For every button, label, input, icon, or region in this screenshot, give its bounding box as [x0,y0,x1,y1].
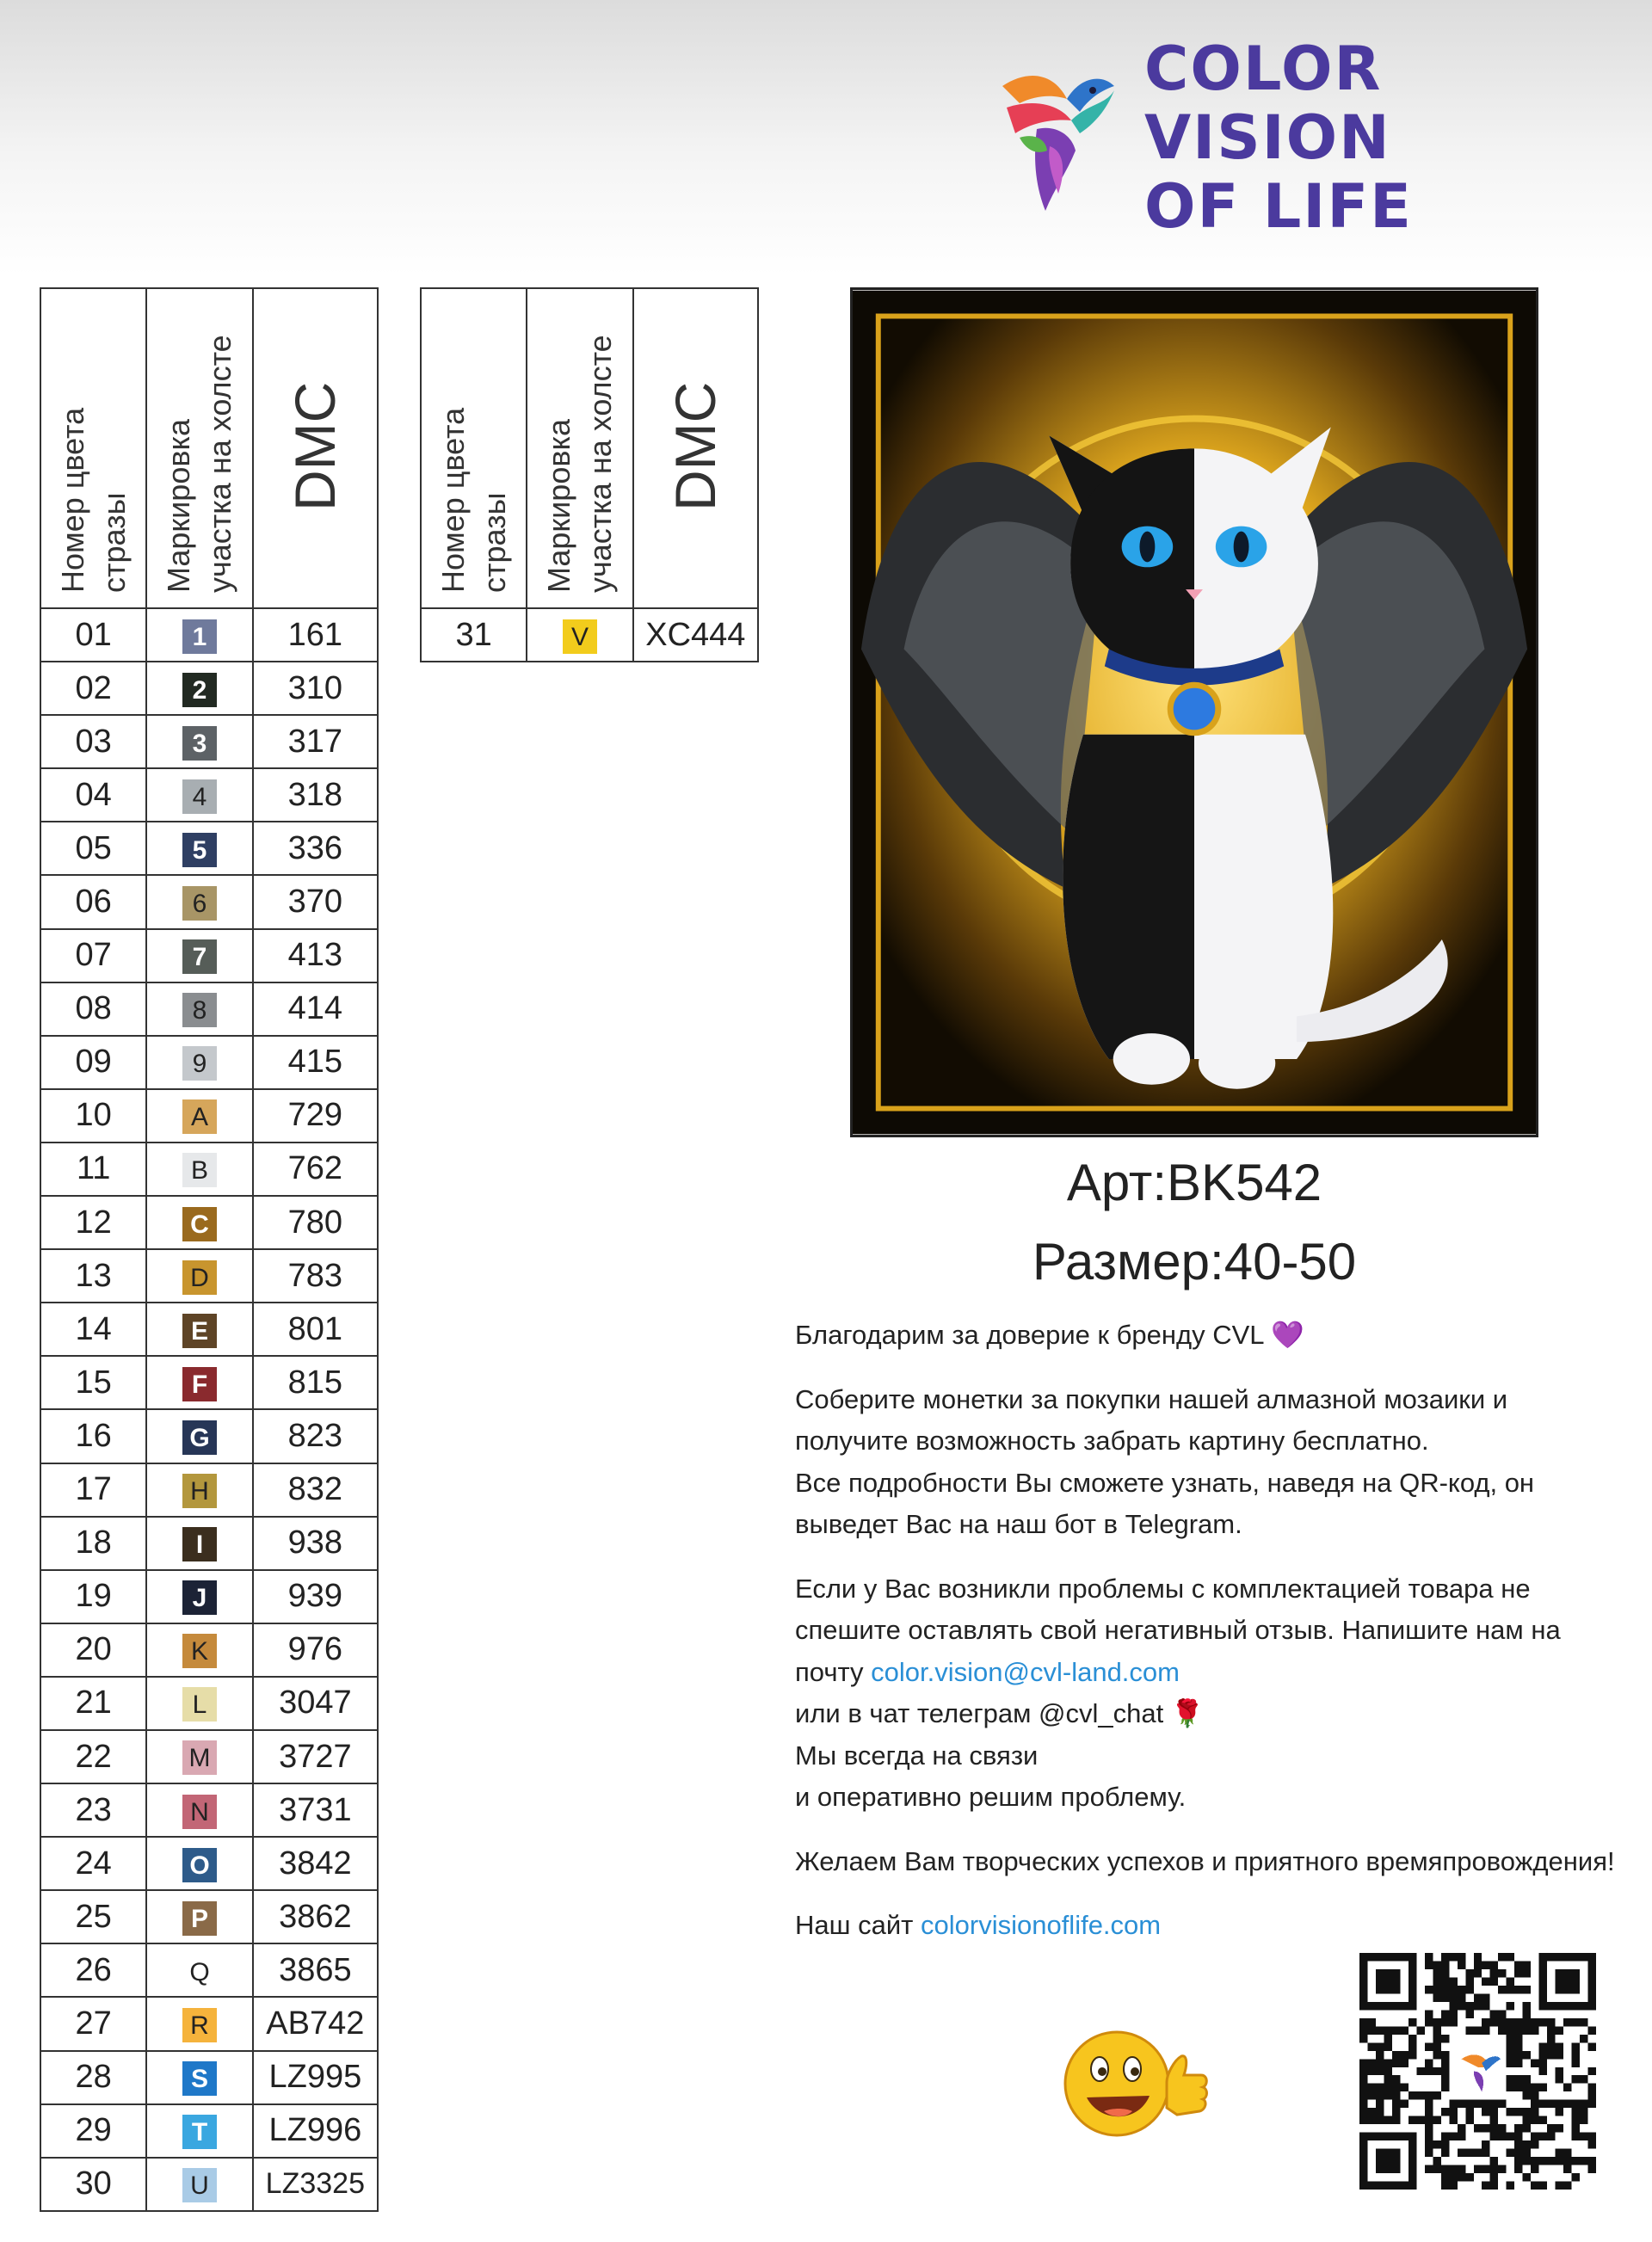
wishes-paragraph [795,1841,1621,1883]
marking-cell [146,929,252,982]
dmc-code-cell: 780 [253,1196,378,1249]
marking-cell [146,1249,252,1303]
color-number-cell: 14 [40,1303,146,1356]
table-row [40,875,378,928]
color-swatch: U [182,2168,217,2202]
table-row [40,1677,378,1730]
color-number-cell: 21 [40,1677,146,1730]
marking-cell [146,1303,252,1356]
hummingbird-logo-icon [985,52,1119,224]
wishes-text: Желаем Вам творческих успехов и приятного времяпровождения! [795,1845,1615,1876]
table-row [40,608,378,662]
article-number: Арт:BK542 [1066,1154,1322,1211]
dmc-code-cell: LZ3325 [253,2158,378,2211]
color-number-cell: 24 [40,1837,146,1890]
header-marking [527,288,632,608]
color-number-cell: 10 [40,1089,146,1143]
color-number-cell: 18 [40,1517,146,1570]
brand-logo [985,34,1415,242]
dmc-code-cell: 938 [253,1517,378,1570]
color-swatch: 3 [182,726,217,761]
color-number-cell: 12 [40,1196,146,1249]
table-row [40,1303,378,1356]
support-paragraph [795,1568,1621,1819]
color-number-cell: 25 [40,1890,146,1943]
table-row [40,982,378,1036]
website-label: Наш сайт [795,1910,914,1940]
color-swatch: 8 [182,993,217,1027]
dmc-code-cell: 801 [253,1303,378,1356]
color-swatch: 7 [182,939,217,974]
marking-cell [146,875,252,928]
support-text: Если у Вас возникли проблемы с комплектацией товара не спешите оставлять свой негативный отзыв. Напишите нам на почту [795,1573,1561,1687]
color-swatch: M [182,1740,217,1775]
table-row [40,1837,378,1890]
header-color-number-label: Номер цвета стразы [435,407,512,593]
color-legend-table [40,287,379,2212]
dmc-code-cell: LZ995 [253,2051,378,2104]
color-swatch: N [182,1795,217,1829]
marking-cell [146,715,252,768]
color-number-cell: 15 [40,1356,146,1409]
marking-cell [146,662,252,715]
marking-cell [146,1783,252,1837]
header-dmc-label: DMC [663,381,728,511]
color-number-cell: 03 [40,715,146,768]
marking-cell [146,982,252,1036]
color-swatch: V [563,619,597,654]
dmc-code-cell: 161 [253,608,378,662]
color-number-cell: 26 [40,1943,146,1997]
dmc-code-cell: LZ996 [253,2104,378,2158]
table-row [40,1997,378,2050]
always-in-touch-text: Мы всегда на связи [795,1740,1039,1771]
color-number-cell: 13 [40,1249,146,1303]
color-swatch: F [182,1367,217,1401]
color-number-cell: 02 [40,662,146,715]
table-row [40,929,378,982]
smiley-thumbs-up-icon [1057,2022,1211,2142]
color-swatch: C [182,1207,217,1241]
dmc-code-cell: AB742 [253,1997,378,2050]
website-link[interactable]: colorvisionoflife.com [921,1910,1162,1940]
header-marking [146,288,252,608]
dmc-code-cell: 413 [253,929,378,982]
marking-cell [527,608,632,662]
website-paragraph [795,1905,1621,1947]
dmc-code-cell: 762 [253,1143,378,1196]
table-row [40,715,378,768]
marking-cell [146,2158,252,2211]
color-number-cell: 29 [40,2104,146,2158]
dmc-code-cell: 318 [253,768,378,822]
color-swatch: A [182,1099,217,1134]
table-row [40,1249,378,1303]
table-row [40,1463,378,1517]
table-row [40,1943,378,1997]
dmc-code-cell: 3727 [253,1730,378,1783]
dmc-code-cell: 832 [253,1463,378,1517]
email-link[interactable]: color.vision@cvl-land.com [871,1656,1180,1687]
brand-line-2: VISION [1144,102,1391,173]
color-swatch: P [182,1901,217,1936]
solve-problem-text: и оперативно решим проблему. [795,1782,1187,1812]
color-number-cell: 23 [40,1783,146,1837]
color-number-cell: 09 [40,1036,146,1089]
header-dmc [253,288,378,608]
product-picture [850,287,1538,1137]
table-row [40,1089,378,1143]
dmc-code-cell: 729 [253,1089,378,1143]
color-swatch: J [182,1580,217,1615]
dmc-code-cell: 415 [253,1036,378,1089]
marking-cell [146,1196,252,1249]
dmc-code-cell: 976 [253,1623,378,1677]
color-swatch: L [182,1687,217,1722]
marking-cell [146,2104,252,2158]
thanks-paragraph [795,1315,1621,1357]
table-row [40,1409,378,1463]
marking-cell [146,1089,252,1143]
header-dmc-label: DMC [283,381,348,511]
table-row [40,1623,378,1677]
color-number-cell: 05 [40,822,146,875]
table-row [40,2158,378,2211]
dmc-code-cell: 815 [253,1356,378,1409]
color-number-cell: 16 [40,1409,146,1463]
dmc-code-cell: 317 [253,715,378,768]
header-dmc [633,288,758,608]
color-swatch: D [182,1260,217,1295]
marking-cell [146,1997,252,2050]
marking-cell [146,1677,252,1730]
color-swatch: 9 [182,1046,217,1081]
dmc-code-cell: 3047 [253,1677,378,1730]
color-swatch: 1 [182,619,217,654]
header-color-number [40,288,146,608]
color-number-cell: 30 [40,2158,146,2211]
color-swatch: 6 [182,886,217,921]
color-number-cell: 11 [40,1143,146,1196]
marking-cell [146,1463,252,1517]
thanks-text: Благодарим за доверие к бренду CVL [795,1320,1264,1350]
table-row [40,1730,378,1783]
color-swatch: B [182,1153,217,1187]
table-row [40,1196,378,1249]
color-swatch: Q [182,1955,217,1989]
marking-cell [146,1356,252,1409]
header-marking-label: Маркировка участка на холсте [541,334,619,593]
dmc-code-cell: 3842 [253,1837,378,1890]
dmc-code-cell: 3865 [253,1943,378,1997]
header-color-number-label: Номер цвета стразы [54,407,132,593]
table-row [40,1890,378,1943]
color-swatch: E [182,1314,217,1348]
color-swatch: 2 [182,673,217,707]
marking-cell [146,608,252,662]
heart-icon: 💜 [1271,1320,1304,1350]
marking-cell [146,1623,252,1677]
color-swatch: 5 [182,833,217,867]
marking-cell [146,768,252,822]
marking-cell [146,822,252,875]
color-swatch: G [182,1420,217,1455]
table-row [40,1356,378,1409]
marking-cell [146,1943,252,1997]
color-number-cell: 28 [40,2051,146,2104]
header-marking-label: Маркировка участка на холсте [161,334,238,593]
marking-cell [146,1409,252,1463]
dmc-code-cell: 3862 [253,1890,378,1943]
color-swatch: I [182,1527,217,1561]
marking-cell [146,1036,252,1089]
table-row [40,1143,378,1196]
color-number-cell: 01 [40,608,146,662]
table-row [40,662,378,715]
header-color-number [421,288,527,608]
info-text [795,1315,1621,1969]
color-number-cell: 17 [40,1463,146,1517]
marking-cell [146,1837,252,1890]
color-number-cell: 27 [40,1997,146,2050]
color-number-cell: 20 [40,1623,146,1677]
color-swatch: S [182,2061,217,2096]
dmc-code-cell: 370 [253,875,378,928]
table-row [40,768,378,822]
color-swatch: O [182,1848,217,1882]
table-row [40,2051,378,2104]
qr-code-icon[interactable] [1359,1953,1596,2190]
color-number-cell: 31 [421,608,527,662]
qr-details-text: Все подробности Вы сможете узнать, наведя на QR-код, он выведет Вас на наш бот в Telegram. [795,1467,1535,1539]
color-swatch: K [182,1634,217,1668]
table-row [40,1570,378,1623]
dmc-code-cell: 310 [253,662,378,715]
color-number-cell: 07 [40,929,146,982]
rose-icon: 🌹 [1170,1698,1205,1728]
telegram-chat-text: или в чат телеграм @cvl_chat [795,1698,1164,1728]
table-row [40,822,378,875]
marking-cell [146,1730,252,1783]
table-row [40,2104,378,2158]
color-swatch: T [182,2115,217,2149]
marking-cell [146,1890,252,1943]
table-row [40,1517,378,1570]
marking-cell [146,1517,252,1570]
marking-cell [146,1570,252,1623]
dmc-code-cell: 3731 [253,1783,378,1837]
table-row [40,1783,378,1837]
color-number-cell: 08 [40,982,146,1036]
dmc-code-cell: 823 [253,1409,378,1463]
product-size: Размер:40-50 [1032,1233,1357,1290]
coins-text: Соберите монетки за покупки нашей алмазной мозаики и получите возможность забрать картину бесплатно. [795,1383,1508,1456]
dmc-code-cell: 414 [253,982,378,1036]
color-swatch: H [182,1474,217,1508]
brand-line-1: COLOR [1144,34,1383,104]
color-number-cell: 19 [40,1570,146,1623]
color-number-cell: 06 [40,875,146,928]
color-number-cell: 22 [40,1730,146,1783]
marking-cell [146,1143,252,1196]
dmc-code-cell: XC444 [633,608,758,662]
coins-paragraph [795,1379,1621,1546]
table-row [40,1036,378,1089]
brand-wordmark [1144,34,1413,241]
color-swatch: R [182,2008,217,2042]
color-legend-table-extra [420,287,759,662]
brand-line-3: OF LIFE [1144,171,1413,242]
winged-cat-image [853,290,1536,1135]
table-row [421,608,758,662]
dmc-code-cell: 336 [253,822,378,875]
marking-cell [146,2051,252,2104]
dmc-code-cell: 939 [253,1570,378,1623]
dmc-code-cell: 783 [253,1249,378,1303]
color-number-cell: 04 [40,768,146,822]
color-swatch: 4 [182,779,217,814]
